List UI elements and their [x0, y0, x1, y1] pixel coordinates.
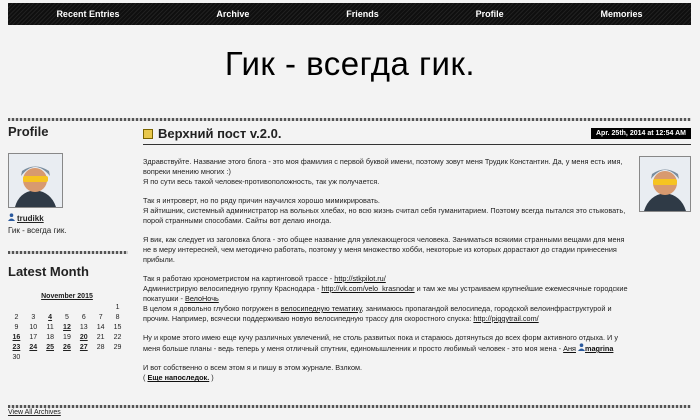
calendar-day: 10: [29, 323, 38, 331]
calendar-day: 7: [98, 313, 103, 321]
calendar-day: [59, 302, 76, 312]
calendar-week: [8, 302, 126, 312]
calendar-day: 3: [31, 313, 36, 321]
calendar-day[interactable]: 25: [46, 343, 54, 351]
read-more-link[interactable]: Еще напоследок.: [147, 373, 210, 382]
calendar-day[interactable]: 26: [63, 343, 71, 351]
calendar-day: [42, 302, 59, 312]
post-text: Администрирую велосипедную группу Краснодара -: [143, 284, 322, 293]
calendar-week: [8, 312, 126, 322]
nav-memories[interactable]: Memories: [600, 9, 643, 19]
post-icon: [143, 129, 153, 139]
magrina-link[interactable]: magrina: [585, 344, 614, 353]
calendar-day[interactable]: 16: [12, 333, 21, 341]
calendar-day: 5: [65, 313, 69, 321]
calendar-day: [25, 302, 42, 312]
calendar-day: 8: [115, 313, 120, 321]
calendar-week: [8, 342, 126, 352]
calendar-day: 29: [113, 343, 122, 351]
calendar-day: [59, 352, 76, 362]
calendar-day: [42, 352, 59, 362]
calendar-month[interactable]: November 2015: [41, 293, 93, 300]
piggytrail-link[interactable]: http://piggytrail.com/: [473, 314, 539, 323]
post-paragraph: И вот собственно о всем этом я и пишу в этом журнале. Взлком.: [143, 363, 363, 372]
bike-topic-link[interactable]: велосипедную тематику: [280, 304, 362, 313]
calendar-day: 6: [81, 313, 86, 321]
calendar-day: 13: [79, 323, 88, 331]
post-paragraph: Так я интроверт, но по ряду причин научился хорошо мимикрировать.: [143, 196, 380, 205]
post-date[interactable]: Apr. 25th, 2014 at 12:54 AM: [591, 128, 691, 139]
calendar-day: 28: [96, 343, 105, 351]
calendar: [8, 293, 126, 362]
username-link[interactable]: [8, 213, 128, 223]
calendar-day: [92, 352, 109, 362]
nav-archive[interactable]: Archive: [216, 9, 250, 19]
post-title[interactable]: Верхний пост v.2.0.: [158, 126, 282, 141]
vk-group-link[interactable]: http://vk.com/velo_krasnodar: [321, 284, 415, 293]
post-paragraph: Я айтишник, системный администратор на вольных хлебах, но всю жизнь считал себя гуманитарием. Поэтому всегда пытался это стыковать, порой странными способами. Сайты вот делаю иногда.: [143, 206, 626, 225]
calendar-day: 30: [12, 353, 21, 361]
calendar-day: 1: [115, 303, 120, 311]
calendar-day[interactable]: 24: [29, 343, 38, 351]
user-icon: [8, 213, 15, 223]
calendar-day: 11: [46, 323, 54, 331]
calendar-week: [8, 332, 126, 342]
post-text: Так я работаю хронометристом на картинговой трассе -: [143, 274, 335, 283]
post-body: Здравствуйте. Название этого блога - это моя фамилия с первой буквой имени, поэтому зовут меня Трудик Константин. Да, у меня есть имя, вопреки мнению многих :) Я по сути весь такой человек-противоположность, так уж получается. Так я интроверт, но по ряду причин научился хорошо мимикрировать. Я айтишник, системный администратор на вольных хлебах, но всю жизнь считал себя гуманитарием. Поэтому всегда пытался это стыковать, порой странными способами. Сайты вот делаю иногда. Я вик, как следует из заголовка блога - это общее название для увлекающегося человека. Заниматься всякими странными вещами для меня не в меру интересней, чем методично работать, поэтому у меня множество хобби, некоторые из которых дорастают до стадии принесения прибыли. Так я работаю хронометристом на картинговой трассе - http://stkpilot.ru/ Администрирую велосипедную группу Краснодара - http://vk.com/velo_krasnodar и там же мы устраиваем крупнейшие ежемесячные городские покатушки - ВелоНочь В целом я довольно глубоко погружен в велосипедную тематику, занимаюсь пропагандой велосипеда, городской велоинфраструктурой и прочим. Например, всячески поддерживаю новую велосипедную трассу для скоростного спуска: http://piggytrail.com/ Ну и кроме этого имею еще кучу различных увлечений, не столь развитых пока и стараюсь дотянуться до всех форм активного отдыха. И у меня больше планы - ведь теперь у меня отличный спутник, единомышленник и просто любимый человек - это моя жена - Аня magrina И вот собственно о всем этом я и пишу в этом журнале. Взлком. ( Еще напоследок. ): [143, 157, 628, 382]
post-text: В целом я довольно глубоко погружен в: [143, 304, 281, 313]
calendar-day: 15: [113, 323, 122, 331]
calendar-week: [8, 352, 126, 362]
footer-divider: [8, 405, 691, 408]
calendar-day: [75, 352, 92, 362]
post-paragraph: Я вик, как следует из заголовка блога - это общее название для увлекающегося человека. Заниматься всякими странными вещами для меня не в меру интересней, чем методично работать, поэтому у меня множество хобби, некоторые из которых дорастают до стадии принесения прибыли.: [143, 235, 625, 264]
site-title: Гик - всегда гик.: [224, 45, 476, 82]
nav-recent-entries[interactable]: Recent Entries: [56, 9, 120, 19]
latest-month-heading: Latest Month: [8, 264, 89, 279]
calendar-day: [92, 302, 109, 312]
calendar-day: 22: [113, 333, 122, 341]
profile-heading: Profile: [8, 124, 49, 139]
calendar-day[interactable]: 20: [79, 333, 88, 341]
nav-profile[interactable]: Profile: [475, 9, 504, 19]
top-navigation: [8, 3, 691, 25]
calendar-day: 9: [14, 323, 19, 331]
view-all-archives-link[interactable]: View All Archives: [8, 409, 61, 416]
calendar-week: [8, 322, 126, 332]
post-avatar: [639, 156, 691, 212]
calendar-day: 2: [14, 313, 19, 321]
calendar-day: 21: [96, 333, 105, 341]
calendar-day: 19: [63, 333, 71, 341]
post-paragraph: Я по сути весь такой человек-противоположность, так уж получается.: [143, 177, 380, 186]
calendar-day: [8, 302, 25, 312]
anya-link[interactable]: Аня: [563, 344, 576, 353]
username-label: trudikk: [17, 213, 44, 223]
header-divider: [8, 118, 691, 121]
calendar-day: [25, 352, 42, 362]
calendar-day: [109, 352, 126, 362]
post-text: Ну и кроме этого имею еще кучу различных увлечений, не столь развитых пока и стараюсь дотянуться до всех форм активного отдыха. И у меня больше планы - ведь теперь у меня отличный спутник, единомышленник и просто любимый человек - это моя жена -: [143, 333, 618, 353]
calendar-day[interactable]: 12: [63, 323, 71, 331]
avatar[interactable]: [8, 153, 63, 208]
calendar-day[interactable]: 27: [79, 343, 88, 351]
profile-tagline: Гик - всегда гик.: [8, 226, 67, 235]
calendar-day: [75, 302, 92, 312]
post: [143, 126, 691, 392]
calendar-day: 17: [29, 333, 38, 341]
post-text: , занимаюсь пропагандой велосипеда, городской велоинфраструктурой и прочим. Например, всячески поддерживаю новую велосипедную трассу для скоростного спуска:: [143, 304, 612, 323]
calendar-day: 18: [46, 333, 54, 341]
calendar-day: 14: [96, 323, 105, 331]
user-icon: [578, 344, 585, 353]
sidebar-divider: [8, 251, 128, 254]
calendar-day[interactable]: 23: [12, 343, 21, 351]
post-paragraph: Здравствуйте. Название этого блога - это моя фамилия с первой буквой имени, поэтому зовут меня Трудик Константин. Да, у меня есть имя, вопреки мнению многих :): [143, 157, 623, 176]
post-text: и там же мы устраиваем крупнейшие ежемесячные городские покатушки -: [143, 284, 628, 303]
karting-link[interactable]: http://stkpilot.ru/: [334, 274, 386, 283]
post-header: [143, 126, 691, 145]
calendar-day[interactable]: 4: [48, 313, 53, 321]
sidebar: [8, 124, 128, 416]
velonoch-link[interactable]: ВелоНочь: [184, 294, 219, 303]
nav-friends[interactable]: Friends: [346, 9, 379, 19]
